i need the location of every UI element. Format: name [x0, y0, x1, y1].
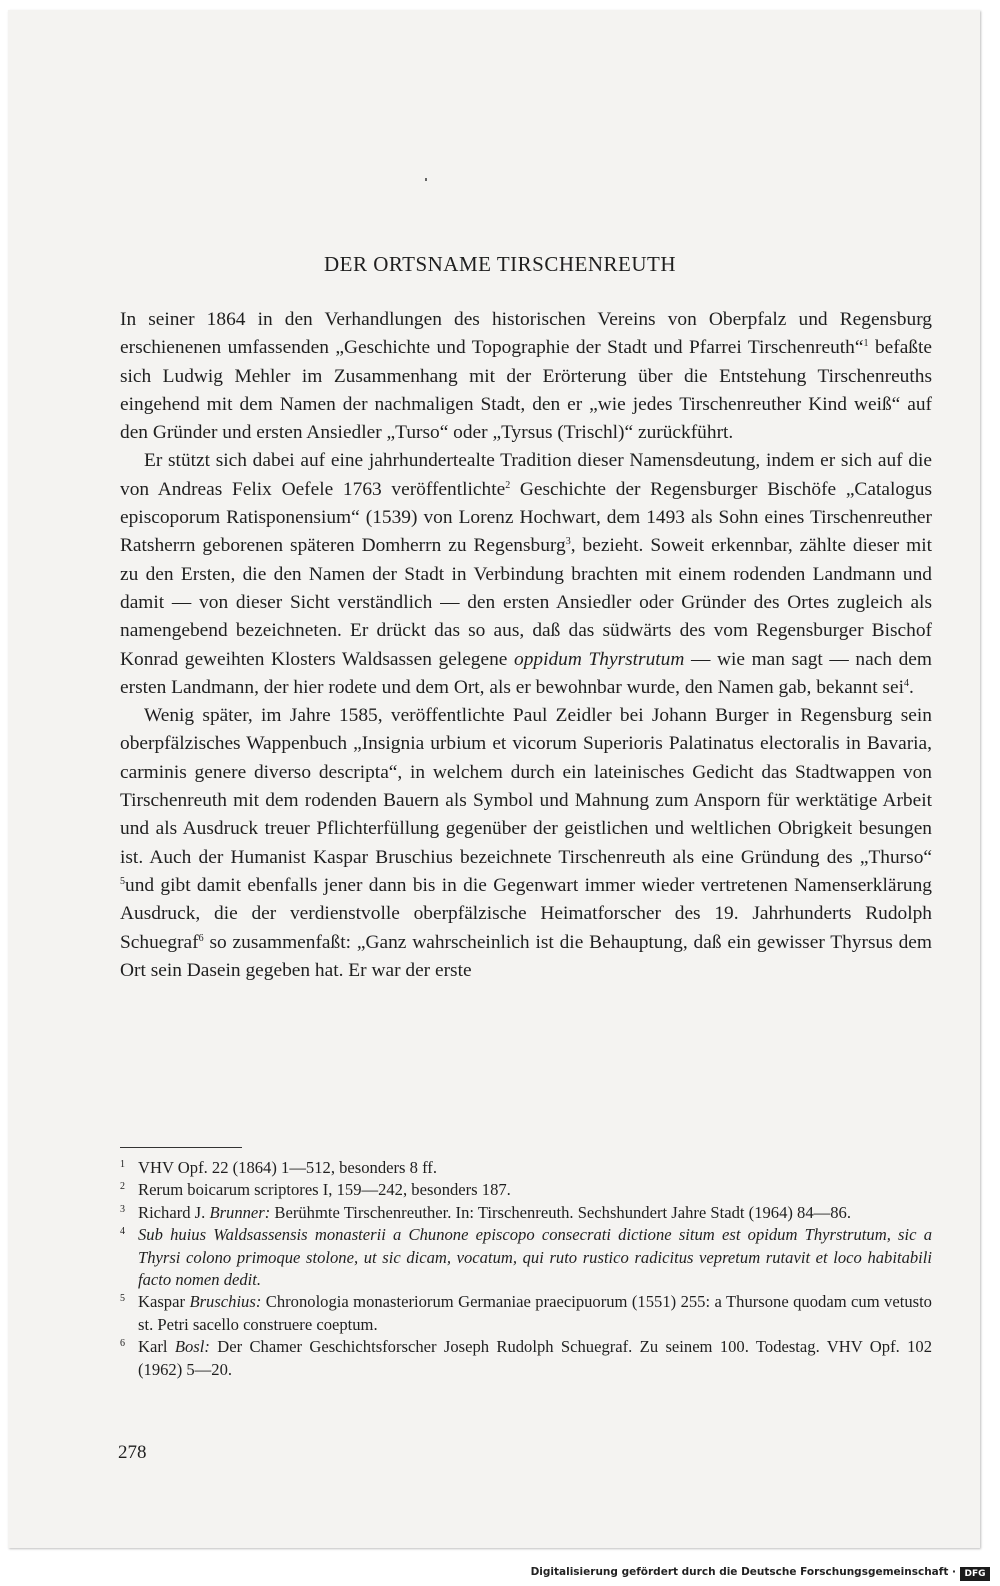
body-text	[120, 306, 932, 985]
footnote-5: 5 Kaspar Bruschius: Chronologia monasteriorum Germaniae praecipuorum (1551) 255: a Thursone quodam cum vetusto st. Petri sacello construere coeptum.	[120, 1292, 932, 1334]
footnote-3: 3 Richard J. Brunner: Berühmte Tirschenreuther. In: Tirschenreuth. Sechshundert Jahre Stadt (1964) 84—86.	[120, 1202, 851, 1222]
footnote-2: 2 Rerum boicarum scriptores I, 159—242, besonders 187.	[120, 1180, 511, 1200]
digitization-credit: Digitalisierung gefördert durch die Deutsche Forschungsgemeinschaft ·	[530, 1566, 956, 1578]
footnote-6: 6 Karl Bosl: Der Chamer Geschichtsforscher Joseph Rudolph Schuegraf. Zu seinem 100. Todestag. VHV Opf. 102 (1962) 5—20.	[120, 1337, 932, 1379]
footnote-divider	[120, 1147, 242, 1148]
paragraph-3: Wenig später, im Jahre 1585, veröffentlichte Paul Zeidler bei Johann Burger in Regensburg sein oberpfälzisches Wappenbuch „Insignia urbium et vicorum Superioris Palatinatus electoralis in Bavaria, carminis genere diverso descripta“, in welchem durch ein lateinisches Gedicht das Stadtwappen von Tirschenreuth mit dem rodenden Bauern als Symbol und Mahnung zum Ansporn für werktätige Arbeit und als Ausdruck treuer Pflichterfüllung gegenüber der geistlichen und weltlichen Obrigkeit besungen ist. Auch der Humanist Kaspar Bruschius bezeichnete Tirschenreuth als eine Gründung des „Thurso“ $^5$und gibt damit ebenfalls jener dann bis in die Gegenwart immer wieder vertretenen Namenserklärung Ausdruck, die der verdienstvolle oberpfälzische Heimatforscher des 19. Jahrhunderts Rudolph Schuegraf$^6$ so zusammenfaßt: „Ganz wahrscheinlich ist die Behauptung, daß ein gewisser Thyrsus dem Ort sein Dasein gegeben hat. Er war der erste	[120, 705, 932, 981]
footnote-ref-5[interactable]: 5	[120, 875, 125, 887]
footnote-ref-1[interactable]: 1	[863, 338, 869, 350]
footnotes	[120, 1157, 932, 1381]
scan-speck	[425, 178, 427, 181]
footnote-ref-3[interactable]: 3	[565, 536, 571, 548]
footnote-1: 1 VHV Opf. 22 (1864) 1—512, besonders 8 ff.	[120, 1158, 437, 1177]
footnote-4: 4 Sub huius Waldsassensis monasterii a Chunone episcopo consecrati dictione situm est opidum Thyrstrutum, sic a Thyrsi colono primoque stolone, ut sic dicam, vocatum, qui ruto rustico radicitus vepretum rutavit et loco habitabili facto nomen dedit.	[120, 1225, 932, 1290]
footnote-ref-6[interactable]: 6	[198, 932, 204, 944]
paragraph-2: Er stützt sich dabei auf eine jahrhundertealte Tradition dieser Namensdeutung, indem er sich auf die von Andreas Felix Oefele 1763 veröffentlichte$^2$ Geschichte der Regensburger Bischöfe „Catalogus episcoporum Ratisponensium“ (1539) von Lorenz Hochwart, dem 1493 als Sohn eines Tirschenreuther Ratsherrn geborenen späteren Domherrn zu Regensburg$^3$, bezieht. Soweit erkennbar, zählte dieser mit zu den Ersten, die den Namen der Stadt in Verbindung brachten mit einem rodenden Landmann und damit — von dieser Sicht verständlich — den ersten Ansiedler oder Gründer des Ortes zugleich als namengebend bezeichneten. Er drückt das so aus, daß das südwärts des vom Regensburger Bischof Konrad geweihten Klosters Waldsassen gelegene oppidum Thyrstrutum — wie man sagt — nach dem ersten Landmann, der hier rodete und dem Ort, als er bewohnbar wurde, den Namen gab, bekannt sei$^4$.	[120, 450, 932, 698]
paragraph-1: In seiner 1864 in den Verhandlungen des historischen Vereins von Oberpfalz und Regensburg erschienenen umfassenden „Geschichte und Topographie der Stadt und Pfarrei Tirschenreuth“$^1$ befaßte sich Ludwig Mehler im Zusammenhang mit der Erörterung über die Entstehung Tirschenreuths eingehend mit dem Namen der nachmaligen Stadt, den er „wie jedes Tirschenreuther Kind weiß“ auf den Gründer und ersten Ansiedler „Turso“ oder „Tyrsus (Trischl)“ zurückführt.	[120, 309, 932, 444]
footnote-ref-2[interactable]: 2	[505, 479, 511, 491]
page-title: DER ORTSNAME TIRSCHENREUTH	[323, 252, 677, 276]
footnote-ref-4[interactable]: 4	[903, 677, 909, 689]
page-number: 278	[118, 1442, 147, 1463]
dfg-logo: DFG	[960, 1567, 990, 1581]
